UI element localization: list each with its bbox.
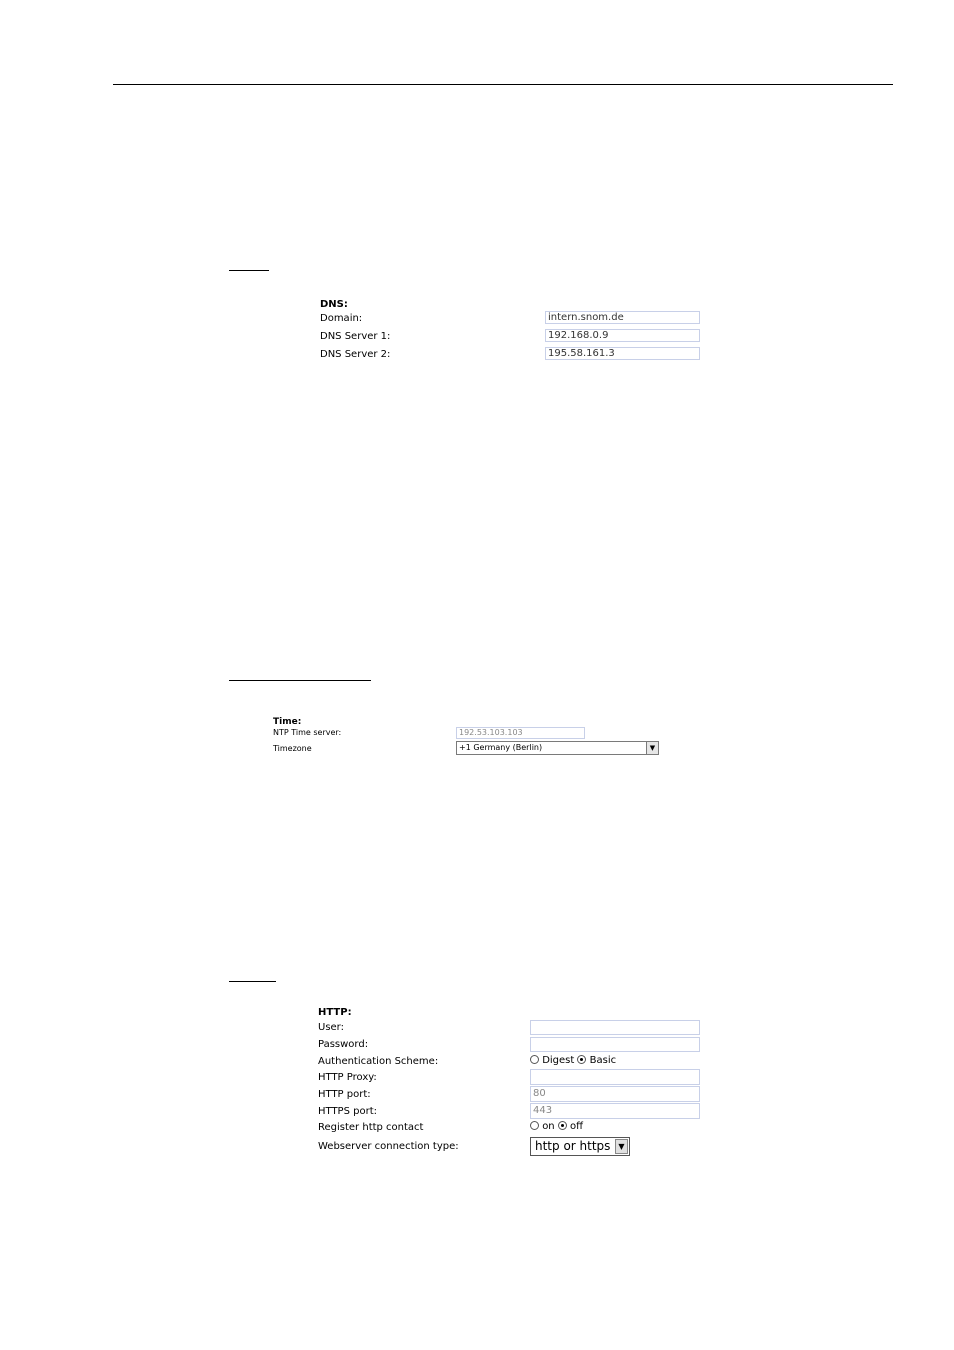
timezone-label: Timezone xyxy=(273,744,312,753)
time-title: Time: xyxy=(273,717,302,727)
timezone-select[interactable] xyxy=(456,741,659,755)
password-label: Password: xyxy=(318,1039,369,1050)
register-off-radio[interactable] xyxy=(558,1121,567,1130)
domain-input[interactable]: intern.snom.de xyxy=(545,311,700,324)
http-port-input[interactable]: 80 xyxy=(530,1086,700,1102)
register-on-label: on xyxy=(542,1121,555,1132)
auth-digest-radio[interactable] xyxy=(530,1055,539,1064)
auth-basic-label: Basic xyxy=(589,1055,617,1066)
webserver-connection-type-selected: http or https xyxy=(535,1139,611,1153)
register-on-radio[interactable] xyxy=(530,1121,539,1130)
register-http-contact-options xyxy=(530,1121,583,1132)
header-rule xyxy=(113,84,893,85)
register-http-contact-label: Register http contact xyxy=(318,1122,424,1133)
ntp-server-input[interactable]: 192.53.103.103 xyxy=(456,727,585,739)
section-heading-underline-dns xyxy=(229,270,269,271)
auth-basic-radio[interactable] xyxy=(577,1055,586,1064)
user-input[interactable] xyxy=(530,1020,700,1035)
auth-digest-label: Digest xyxy=(542,1055,575,1066)
http-panel xyxy=(318,1006,718,1161)
domain-label: Domain: xyxy=(320,313,363,324)
section-heading-underline-time xyxy=(229,680,371,681)
chevron-down-icon[interactable]: ▼ xyxy=(615,1139,628,1154)
password-input[interactable] xyxy=(530,1037,700,1052)
webserver-connection-type-label: Webserver connection type: xyxy=(318,1141,459,1152)
https-port-label: HTTPS port: xyxy=(318,1106,377,1117)
dns-title: DNS: xyxy=(320,299,348,310)
dns-server-1-label: DNS Server 1: xyxy=(320,331,391,342)
chevron-down-icon[interactable]: ▼ xyxy=(646,742,658,754)
ntp-server-label: NTP Time server: xyxy=(273,728,342,737)
section-heading-underline-http xyxy=(229,981,276,982)
https-port-input[interactable]: 443 xyxy=(530,1103,700,1119)
http-title: HTTP: xyxy=(318,1007,352,1018)
time-panel xyxy=(273,716,663,760)
dns-server-2-label: DNS Server 2: xyxy=(320,349,391,360)
webserver-connection-type-select[interactable] xyxy=(530,1137,630,1156)
http-port-label: HTTP port: xyxy=(318,1089,371,1100)
dns-panel xyxy=(320,298,710,368)
dns-server-1-input[interactable]: 192.168.0.9 xyxy=(545,329,700,342)
register-off-label: off xyxy=(570,1121,584,1132)
dns-server-2-input[interactable]: 195.58.161.3 xyxy=(545,347,700,360)
auth-scheme-label: Authentication Scheme: xyxy=(318,1056,439,1067)
timezone-selected: +1 Germany (Berlin) xyxy=(459,743,543,752)
user-label: User: xyxy=(318,1022,344,1033)
http-proxy-input[interactable] xyxy=(530,1069,700,1085)
auth-scheme-options xyxy=(530,1055,616,1066)
http-proxy-label: HTTP Proxy: xyxy=(318,1072,377,1083)
